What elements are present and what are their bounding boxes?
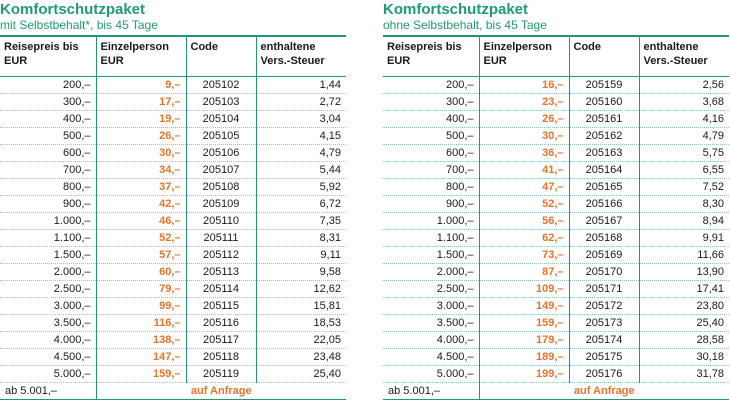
cell-steuer: 3,68 (639, 94, 729, 111)
panel-subtitle: ohne Selbstbehalt, bis 45 Tage (383, 18, 547, 32)
table-row (383, 230, 729, 247)
cell-einzelperson: 46,– (96, 213, 186, 230)
table-header (383, 36, 729, 77)
cell-einzelperson: 60,– (96, 264, 186, 281)
cell-einzelperson: 9,– (96, 77, 186, 94)
cell-reisepreis: 400,– (0, 111, 96, 128)
table-row (383, 264, 729, 281)
cell-steuer: 6,55 (639, 162, 729, 179)
cell-steuer: 8,94 (639, 213, 729, 230)
cell-reisepreis: 2.500,– (0, 281, 96, 298)
table-row (0, 213, 346, 230)
cell-reisepreis: 900,– (383, 196, 479, 213)
cell-einzelperson: 109,– (479, 281, 569, 298)
header-code: Code (186, 36, 256, 77)
cell-reisepreis: 1.100,– (0, 230, 96, 247)
table-row (0, 230, 346, 247)
cell-steuer: 22,05 (256, 332, 346, 349)
cell-reisepreis: 700,– (383, 162, 479, 179)
cell-code: 205110 (186, 213, 256, 230)
cell-steuer: 8,30 (639, 196, 729, 213)
cell-reisepreis: 3.500,– (383, 315, 479, 332)
table-row (383, 332, 729, 349)
cell-einzelperson: 52,– (96, 230, 186, 247)
cell-steuer: 18,53 (256, 315, 346, 332)
table-row (383, 366, 729, 383)
table-row (0, 145, 346, 162)
table-row (0, 196, 346, 213)
cell-reisepreis: 600,– (0, 145, 96, 162)
cell-reisepreis: 300,– (0, 94, 96, 111)
cell-code: 205160 (569, 94, 639, 111)
cell-einzelperson: 57,– (96, 247, 186, 264)
cell-reisepreis: 800,– (0, 179, 96, 196)
cell-code: 205106 (186, 145, 256, 162)
cell-steuer: 28,58 (639, 332, 729, 349)
table-row (0, 264, 346, 281)
cell-steuer: 13,90 (639, 264, 729, 281)
cell-steuer: 25,40 (639, 315, 729, 332)
price-table (0, 35, 346, 400)
cell-steuer: 9,58 (256, 264, 346, 281)
table-row-last (0, 383, 346, 400)
cell-code: 205104 (186, 111, 256, 128)
cell-code: 205118 (186, 349, 256, 366)
cell-einzelperson: 116,– (96, 315, 186, 332)
cell-steuer: 5,92 (256, 179, 346, 196)
table-row (0, 281, 346, 298)
cell-steuer: 2,56 (639, 77, 729, 94)
cell-einzelperson: 179,– (479, 332, 569, 349)
right-panel (383, 0, 729, 400)
cell-code: 205172 (569, 298, 639, 315)
cell-code: 205117 (186, 332, 256, 349)
header-einzelperson: Einzelperson EUR (479, 36, 569, 77)
table-row (383, 349, 729, 366)
cell-code: 205165 (569, 179, 639, 196)
cell-einzelperson: 52,– (479, 196, 569, 213)
table-row (0, 179, 346, 196)
cell-reisepreis: 2.000,– (383, 264, 479, 281)
cell-steuer: 2,72 (256, 94, 346, 111)
cell-steuer: 25,40 (256, 366, 346, 383)
cell-steuer: 23,48 (256, 349, 346, 366)
cell-steuer: 7,35 (256, 213, 346, 230)
table-row (383, 94, 729, 111)
cell-code: 205105 (186, 128, 256, 145)
cell-steuer: 4,16 (639, 111, 729, 128)
cell-einzelperson: 26,– (479, 111, 569, 128)
cell-code: 205111 (186, 230, 256, 247)
table-row (0, 111, 346, 128)
header-reisepreis: Reisepreis bis EUR (4, 41, 79, 67)
cell-einzelperson: 26,– (96, 128, 186, 145)
panel-subtitle: mit Selbstbehalt*, bis 45 Tage (0, 18, 158, 32)
table-row (383, 128, 729, 145)
cell-steuer: 6,72 (256, 196, 346, 213)
cell-steuer: 7,52 (639, 179, 729, 196)
table-row (383, 213, 729, 230)
cell-code: 205108 (186, 179, 256, 196)
cell-einzelperson: 41,– (479, 162, 569, 179)
cell-code: 205174 (569, 332, 639, 349)
cell-steuer: 5,75 (639, 145, 729, 162)
table-row (383, 315, 729, 332)
cell-reisepreis: 400,– (383, 111, 479, 128)
table-row (383, 247, 729, 264)
cell-code: 205119 (186, 366, 256, 383)
cell-code: 205103 (186, 94, 256, 111)
cell-einzelperson: 147,– (96, 349, 186, 366)
table-row (0, 332, 346, 349)
table-row (0, 128, 346, 145)
cell-steuer: 9,91 (639, 230, 729, 247)
cell-einzelperson: 189,– (479, 349, 569, 366)
cell-einzelperson: 19,– (96, 111, 186, 128)
cell-einzelperson: 17,– (96, 94, 186, 111)
table-row (0, 94, 346, 111)
cell-reisepreis: 4.500,– (0, 349, 96, 366)
cell-code: 205163 (569, 145, 639, 162)
cell-reisepreis: 500,– (383, 128, 479, 145)
cell-reisepreis: ab 5.001,– (383, 383, 479, 400)
cell-reisepreis: 4.000,– (0, 332, 96, 349)
cell-steuer: 5,44 (256, 162, 346, 179)
table-row (383, 111, 729, 128)
cell-code: 205114 (186, 281, 256, 298)
cell-steuer: 15,81 (256, 298, 346, 315)
cell-steuer: 17,41 (639, 281, 729, 298)
cell-einzelperson: 47,– (479, 179, 569, 196)
table-row (383, 77, 729, 94)
cell-reisepreis: 1.500,– (0, 247, 96, 264)
table-row (0, 162, 346, 179)
cell-code: 205159 (569, 77, 639, 94)
cell-code: 205115 (186, 298, 256, 315)
table-row-last (383, 383, 729, 400)
cell-code: 205171 (569, 281, 639, 298)
cell-reisepreis: 1.000,– (0, 213, 96, 230)
cell-code: 205176 (569, 366, 639, 383)
cell-reisepreis: 4.000,– (383, 332, 479, 349)
cell-reisepreis: 700,– (0, 162, 96, 179)
table-row (383, 145, 729, 162)
table-row (0, 349, 346, 366)
cell-code: 205109 (186, 196, 256, 213)
cell-reisepreis: 5.000,– (0, 366, 96, 383)
table-row (383, 196, 729, 213)
cell-einzelperson: 149,– (479, 298, 569, 315)
header-code: Code (569, 36, 639, 77)
header-reisepreis: Reisepreis bis EUR (387, 41, 462, 67)
cell-reisepreis: 500,– (0, 128, 96, 145)
cell-einzelperson: 36,– (479, 145, 569, 162)
cell-reisepreis: 3.000,– (0, 298, 96, 315)
cell-code: 205116 (186, 315, 256, 332)
cell-einzelperson: 199,– (479, 366, 569, 383)
table-row (383, 298, 729, 315)
cell-einzelperson: 73,– (479, 247, 569, 264)
cell-reisepreis: 1.500,– (383, 247, 479, 264)
cell-reisepreis: 1.000,– (383, 213, 479, 230)
cell-einzelperson: 62,– (479, 230, 569, 247)
cell-einzelperson: 79,– (96, 281, 186, 298)
cell-reisepreis: 600,– (383, 145, 479, 162)
cell-reisepreis: 5.000,– (383, 366, 479, 383)
cell-code: 205112 (186, 247, 256, 264)
cell-einzelperson: 34,– (96, 162, 186, 179)
table-row (383, 281, 729, 298)
cell-einzelperson: 159,– (479, 315, 569, 332)
cell-code: 205170 (569, 264, 639, 281)
header-einzelperson: Einzelperson EUR (96, 36, 186, 77)
cell-code: 205107 (186, 162, 256, 179)
cell-einzelperson: 30,– (96, 145, 186, 162)
cell-reisepreis: 4.500,– (383, 349, 479, 366)
cell-reisepreis: 1.100,– (383, 230, 479, 247)
cell-einzelperson: 42,– (96, 196, 186, 213)
cell-code: 205164 (569, 162, 639, 179)
cell-code: 205173 (569, 315, 639, 332)
cell-steuer: 8,31 (256, 230, 346, 247)
cell-steuer: 30,18 (639, 349, 729, 366)
cell-steuer: 1,44 (256, 77, 346, 94)
cell-steuer: 23,80 (639, 298, 729, 315)
cell-code: 205169 (569, 247, 639, 264)
cell-steuer: 4,79 (256, 145, 346, 162)
cell-einzelperson: 23,– (479, 94, 569, 111)
panel-title: Komfortschutzpaket (0, 1, 146, 18)
cell-reisepreis: 200,– (0, 77, 96, 94)
cell-einzelperson: 87,– (479, 264, 569, 281)
cell-steuer: 12,62 (256, 281, 346, 298)
price-table (383, 35, 729, 400)
cell-code: 205166 (569, 196, 639, 213)
cell-reisepreis: 3.500,– (0, 315, 96, 332)
table-row (383, 179, 729, 196)
auf-anfrage-note: auf Anfrage (479, 383, 729, 400)
cell-reisepreis: 900,– (0, 196, 96, 213)
auf-anfrage-note: auf Anfrage (96, 383, 346, 400)
cell-code: 205162 (569, 128, 639, 145)
cell-reisepreis: 3.000,– (383, 298, 479, 315)
cell-steuer: 4,15 (256, 128, 346, 145)
cell-einzelperson: 16,– (479, 77, 569, 94)
cell-reisepreis: 300,– (383, 94, 479, 111)
cell-steuer: 11,66 (639, 247, 729, 264)
table-row (0, 298, 346, 315)
cell-code: 205167 (569, 213, 639, 230)
cell-steuer: 9,11 (256, 247, 346, 264)
cell-code: 205102 (186, 77, 256, 94)
cell-einzelperson: 37,– (96, 179, 186, 196)
cell-code: 205161 (569, 111, 639, 128)
cell-einzelperson: 159,– (96, 366, 186, 383)
cell-reisepreis: 800,– (383, 179, 479, 196)
header-steuer: enthaltene Vers.-Steuer (639, 36, 729, 77)
cell-reisepreis: 200,– (383, 77, 479, 94)
cell-steuer: 31,78 (639, 366, 729, 383)
table-row (0, 315, 346, 332)
cell-reisepreis: ab 5.001,– (0, 383, 96, 400)
table-row (0, 366, 346, 383)
table-row (383, 162, 729, 179)
cell-einzelperson: 56,– (479, 213, 569, 230)
cell-reisepreis: 2.000,– (0, 264, 96, 281)
cell-einzelperson: 30,– (479, 128, 569, 145)
header-steuer: enthaltene Vers.-Steuer (256, 36, 346, 77)
table-header (0, 36, 346, 77)
cell-code: 205175 (569, 349, 639, 366)
cell-code: 205168 (569, 230, 639, 247)
cell-einzelperson: 138,– (96, 332, 186, 349)
panel-title: Komfortschutzpaket (383, 1, 529, 18)
table-row (0, 247, 346, 264)
cell-einzelperson: 99,– (96, 298, 186, 315)
cell-reisepreis: 2.500,– (383, 281, 479, 298)
cell-code: 205113 (186, 264, 256, 281)
cell-steuer: 4,79 (639, 128, 729, 145)
left-panel (0, 0, 346, 400)
cell-steuer: 3,04 (256, 111, 346, 128)
table-row (0, 77, 346, 94)
